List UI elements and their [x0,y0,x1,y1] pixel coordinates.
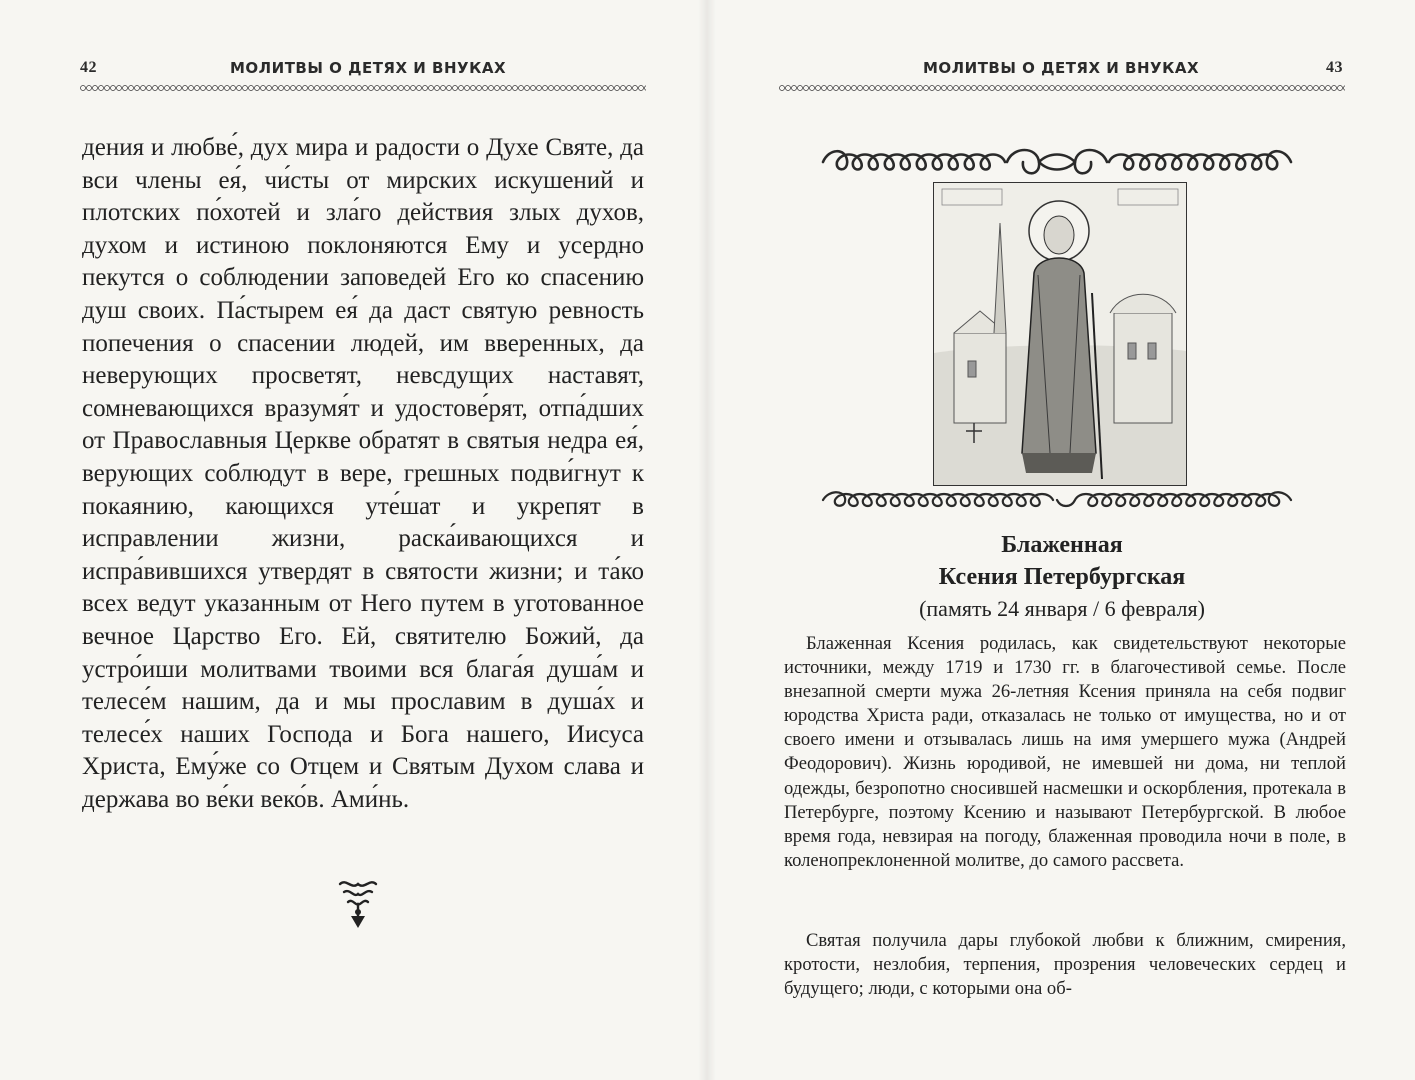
right-header-ornament-band [779,82,1345,94]
saint-icon-image [933,182,1187,486]
left-page-number: 42 [80,59,97,76]
fleuron-ornament-icon [336,876,380,930]
saint-title-line-1: Блаженная [1001,532,1123,558]
left-header-ornament-band [80,82,646,94]
biography-paragraph-1: Блаженная Ксения родилась, как свидетельствуют некоторые источники, между 1719 и 1730 гг. в благочестивой семье. После внезапной смерти мужа 26-летняя Ксения приняла на себя подвиг юродства Христа ради, отказалась не только от имущества, но и от своего имени и отзывалась лишь на имя умершего мужа (Андрей Феодорович). Жизнь юродивой, не имевшей ни дома, ни теплой одежды, безропотно сносившей насмешки и оскорбления, протекала в Петербурге, поэтому Ксению и называют Петербургской. В любое время года, невзирая на погоду, блаженная проводила ночи в поле, в коленопреклоненной молитве, до самого рассвета. [784,633,1346,871]
prayer-text: дения и любве́, дух мира и радости о Духе Святе, да вси члены ея́, чи́сты от мирских искушений и плотских по́хотей и зла́го действия злых духов, духом и истиною поклоняются Ему и усердно пекутся о соблюдении заповедей Его ко спасению душ своих. Па́стырем ея́ да даст святую ревность попечения о спасении людей, им вверенных, да неверующих просветят, невсдущих наставят, сомневающихся вразумя́т и удостове́рят, отпа́дших от Православныя Церкве обратят в святыя недра ея́, верующих соблюдут в вере, грешных подви́гнут к покаянию, кающихся уте́шат и укрепят в исправлении жизни, раска́ивающихся и испра́вившихся утвердят в святости жизни; и та́ко всех ведут указанным от Него путем в уготованное вечное Царство Его. Ей, святителю Божий, да устро́иши молитвами твоими вся блага́я душа́м и телесе́м нашим, да и мы прославим в душа́х и телесе́х наших Господа и Бога нашего, Иисуса Христа, Ему́же со Отцем и Святым Духом слава и держава во ве́ки веко́в. Ами́нь. [82,134,644,813]
bottom-scroll-frieze-ornament [817,488,1297,512]
top-scroll-frieze-ornament [817,144,1297,180]
left-running-head [80,54,646,80]
right-page-number: 43 [1326,59,1343,76]
right-page [707,0,1415,1080]
saint-icon-illustration [934,183,1186,485]
saint-title-line-2: Ксения Петербургская [938,564,1186,590]
memory-date: (память 24 января / 6 февраля) [919,596,1205,621]
biography-paragraph-2: Святая получила дары глубокой любви к ближним, смирения, кротости, незлобия, терпения, прозрения человеческих сердец и будущего; люди, с которыми она об- [784,930,1346,1000]
left-page [0,0,707,1080]
right-running-title: МОЛИТВЫ О ДЕТЯХ И ВНУКАХ [923,59,1200,77]
right-running-head [777,54,1343,80]
left-running-title: МОЛИТВЫ О ДЕТЯХ И ВНУКАХ [230,59,507,77]
